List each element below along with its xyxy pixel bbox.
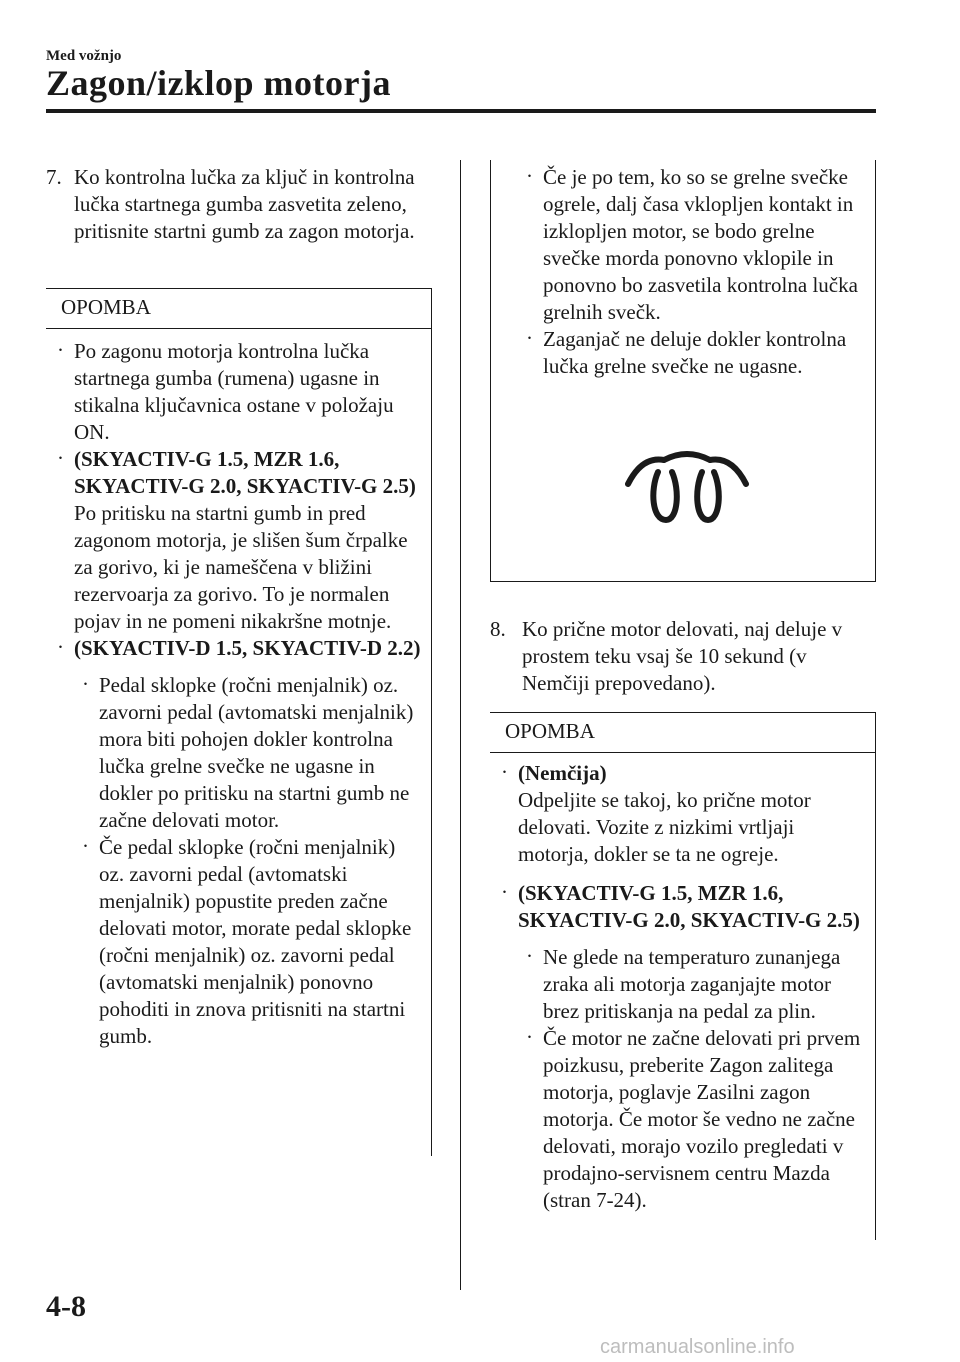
- page-number: 4-8: [46, 1290, 86, 1323]
- bullet-title: (SKYACTIV-G 1.5, MZR 1.6, SKYACTIV-G 2.0, SKYACTIV-G 2.5): [74, 447, 416, 498]
- note-heading: OPOMBA: [61, 295, 151, 319]
- step-number: 8.: [490, 617, 506, 641]
- bullet-icon: ·: [57, 446, 64, 470]
- note-bullet: · Po zagonu motorja kontrolna lučka startnega gumba (rumena) ugasne in stikalna ključavnica ostane v položaju ON.: [57, 338, 394, 444]
- note-box-right: [490, 712, 876, 1240]
- note-content: [52, 338, 424, 1050]
- step-text: Ko kontrolna lučka za ključ in kontrolna lučka startnega gumba zasvetita zeleno, pritisnite startni gumb za zagon motorja.: [74, 165, 415, 243]
- note-bullet: [52, 446, 424, 635]
- note-bullet: [496, 760, 868, 868]
- bullet-icon: ·: [526, 944, 533, 968]
- bullet-icon: ·: [501, 880, 508, 904]
- bullet-icon: ·: [57, 635, 64, 659]
- note-heading: OPOMBA: [505, 719, 595, 743]
- bullet-icon: ·: [526, 164, 533, 188]
- step-8: [490, 616, 876, 697]
- bullet-title: (SKYACTIV-G 1.5, MZR 1.6, SKYACTIV-G 2.0, SKYACTIV-G 2.5): [518, 881, 860, 932]
- bullet-text: Po pritisku na startni gumb in pred zagonom motorja, je slišen šum črpalke za gorivo, ki je nameščena v bližini rezervoarja za gorivo. To je normalen pojav in ne pomeni nikakršne motnje.: [74, 501, 408, 633]
- note-sub-bullet: · Če motor ne začne delovati pri prvem poizkusu, preberite Zagon zalitega motorja, poglavje Zasilni zagon motorja. Če motor še vedno ne začne delovati, morajo vozilo pregledati v prodajno-servisnem centru Mazda (stran 7-24).: [526, 1025, 861, 1212]
- note-bullet: [496, 880, 868, 934]
- note-content: [521, 164, 866, 380]
- watermark: carmanualsonline.info: [600, 1336, 795, 1358]
- bullet-icon: ·: [526, 1025, 533, 1049]
- note-sub-bullet: · Zaganjač ne deluje dokler kontrolna lučka grelne svečke ne ugasne.: [526, 326, 847, 378]
- bullet-title: (Nemčija): [518, 761, 607, 785]
- note-content: [496, 760, 868, 1214]
- note-sub-bullet: · Ne glede na temperaturo zunanjega zraka ali motorja zaganjajte motor brez pritiskanja na pedal za plin.: [526, 944, 841, 1023]
- step-text: Ko prične motor delovati, naj deluje v prostem teku vsaj še 10 sekund (v Nemčiji prepovedano).: [522, 617, 843, 695]
- note-sub-bullet: · Če je po tem, ko so se grelne svečke ogrele, dalj časa vklopljen kontakt in izklopljen motor, se bodo grelne svečke morda ponovno vklopile in ponovno bo zasvetila kontrolna lučka grelnih svečk.: [526, 164, 858, 324]
- note-bullet: [52, 635, 424, 662]
- bullet-icon: ·: [526, 326, 533, 350]
- step-number: 7.: [46, 165, 62, 189]
- bullet-icon: ·: [82, 672, 89, 696]
- column-divider: [460, 160, 461, 1290]
- bullet-icon: ·: [57, 338, 64, 362]
- note-box-left: [46, 288, 432, 1158]
- note-sub-bullet: · Če pedal sklopke (ročni menjalnik) oz. zavorni pedal (avtomatski menjalnik) popustite preden začne delovati motor, morate pedal sklopke (ročni menjalnik) oz. zavorni pedal (avtomatski menjalnik) ponovno pohoditi in znova pritisniti na startni gumb.: [82, 834, 412, 1048]
- chapter-title: Zagon/izklop motorja: [46, 63, 392, 103]
- title-rule: [46, 109, 876, 113]
- bullet-text: Odpeljite se takoj, ko prične motor delovati. Vozite z nizkimi vrtljaji motorja, dokler se ta ne ogreje.: [518, 788, 811, 866]
- section-label: Med vožnjo: [46, 48, 122, 64]
- note-box-right-continued: [490, 160, 876, 582]
- bullet-icon: ·: [501, 760, 508, 784]
- glow-plug-indicator-icon: [622, 450, 752, 530]
- note-sub-bullet: · Pedal sklopke (ročni menjalnik) oz. zavorni pedal (avtomatski menjalnik) mora biti pohojen dokler kontrolna lučka grelne svečke ne ugasne in dokler po pritisku na startni gumb ne začne delovati motor.: [82, 672, 414, 832]
- bullet-icon: ·: [82, 834, 89, 858]
- bullet-title: (SKYACTIV-D 1.5, SKYACTIV-D 2.2): [74, 636, 421, 660]
- step-7: [46, 164, 434, 245]
